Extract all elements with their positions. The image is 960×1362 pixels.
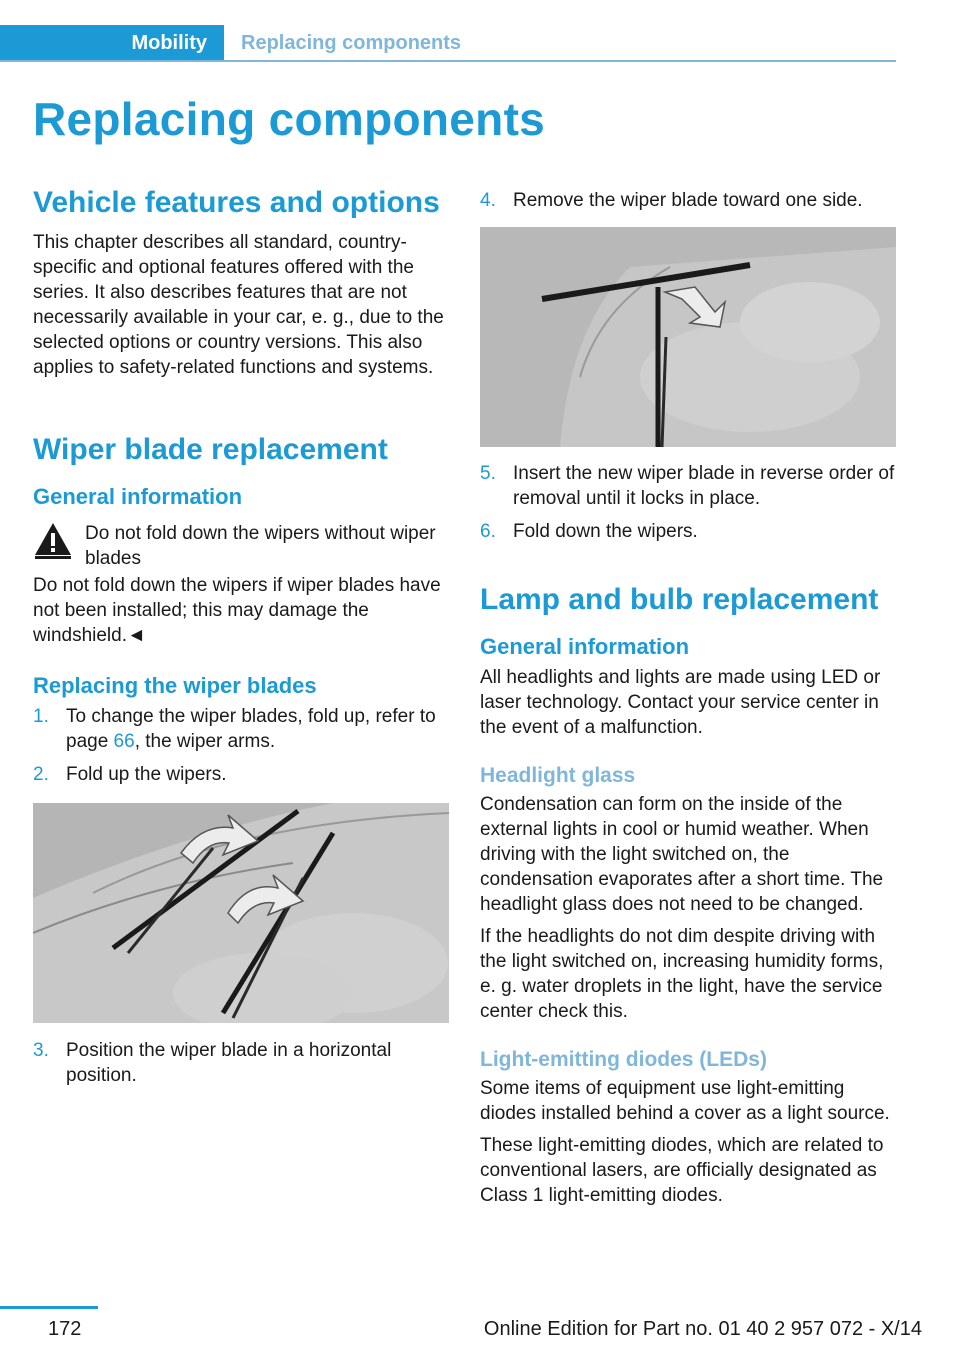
list-item (33, 704, 449, 754)
page-number: 172 (48, 1318, 82, 1340)
header-divider (0, 60, 896, 62)
warning-title: Do not fold down the wipers without wiper blades (85, 523, 436, 569)
list-item (33, 762, 449, 787)
lamp-replacement-heading: Lamp and bulb replacement (480, 583, 879, 616)
list-item (480, 519, 896, 544)
warning-block (33, 521, 449, 571)
step-number: 3. (33, 1040, 49, 1061)
wiper-general-heading: General information (33, 484, 243, 509)
lamp-general-text: All headlights and lights are made using LED or laser technology. Contact your service center in the event of a malfunction. (480, 667, 881, 738)
left-column (33, 185, 449, 1088)
step-text: Fold down the wipers. (513, 521, 698, 542)
step-text: To change the wiper blades, fold up, refer to page 66, the wiper arms. (66, 706, 436, 752)
step-number: 4. (480, 190, 496, 211)
edition-note: Online Edition for Part no. 01 40 2 957 072 - X/14 (483, 1318, 922, 1340)
breadcrumb[interactable]: Replacing components (241, 31, 462, 54)
right-column (480, 185, 896, 1208)
led-heading: Light-emitting diodes (LEDs) (480, 1048, 767, 1071)
wiper-fold-up-illustration (33, 803, 449, 1023)
wiper-remove-illustration (480, 227, 896, 447)
warning-triangle-icon (33, 521, 73, 559)
headlight-glass-text-2: If the headlights do not dim despite driving with the light switched on, increasing humidity forms, e. g. water droplets in the light, have the service center check this. (480, 926, 884, 1022)
replacing-wiper-heading: Replacing the wiper blades (33, 673, 317, 698)
headlight-glass-heading: Headlight glass (480, 764, 636, 787)
list-item (480, 461, 896, 511)
step-number: 2. (33, 764, 49, 785)
list-item (33, 1038, 449, 1088)
footer-divider (0, 1306, 98, 1309)
lamp-general-heading: General information (480, 634, 690, 659)
step-text: Position the wiper blade in a horizontal position. (66, 1040, 392, 1086)
page-link[interactable]: 66 (113, 731, 135, 752)
led-text-1: Some items of equipment use light-emitting diodes installed behind a cover as a light source. (480, 1078, 890, 1124)
warning-text: Do not fold down the wipers if wiper blades have not been installed; this may damage the windshield.◄ (33, 575, 441, 646)
list-item (480, 188, 896, 213)
step-number: 5. (480, 463, 496, 484)
section-tab[interactable]: Mobility (0, 25, 224, 61)
vehicle-features-text: This chapter describes all standard, country-specific and optional features offered with the series. It also describes features that are not necessarily available in your car, e. g., due to the selected options or country versions. This also applies to safety-related functions and systems. (33, 232, 444, 378)
wiper-steps-left-2 (33, 1038, 449, 1088)
vehicle-features-heading: Vehicle features and options (33, 186, 440, 219)
wiper-steps-right (480, 188, 896, 213)
step-text: Remove the wiper blade toward one side. (513, 190, 863, 211)
page-title: Replacing components (33, 93, 546, 145)
step-text: Fold up the wipers. (66, 764, 227, 785)
step-number: 1. (33, 706, 49, 727)
step-text: Insert the new wiper blade in reverse order of removal until it locks in place. (513, 463, 895, 509)
wiper-steps-left (33, 704, 449, 787)
step-number: 6. (480, 521, 496, 542)
wiper-replacement-heading: Wiper blade replacement (33, 433, 388, 466)
led-text-2: These light-emitting diodes, which are related to conventional lasers, are officially designated as Class 1 light-emitting diodes. (480, 1135, 884, 1206)
headlight-glass-text-1: Condensation can form on the inside of the external lights in cool or humid weather. When driving with the light switched on, the condensation evaporates after a short time. The headlight glass does not need to be changed. (480, 794, 884, 915)
wiper-steps-right-2 (480, 461, 896, 544)
